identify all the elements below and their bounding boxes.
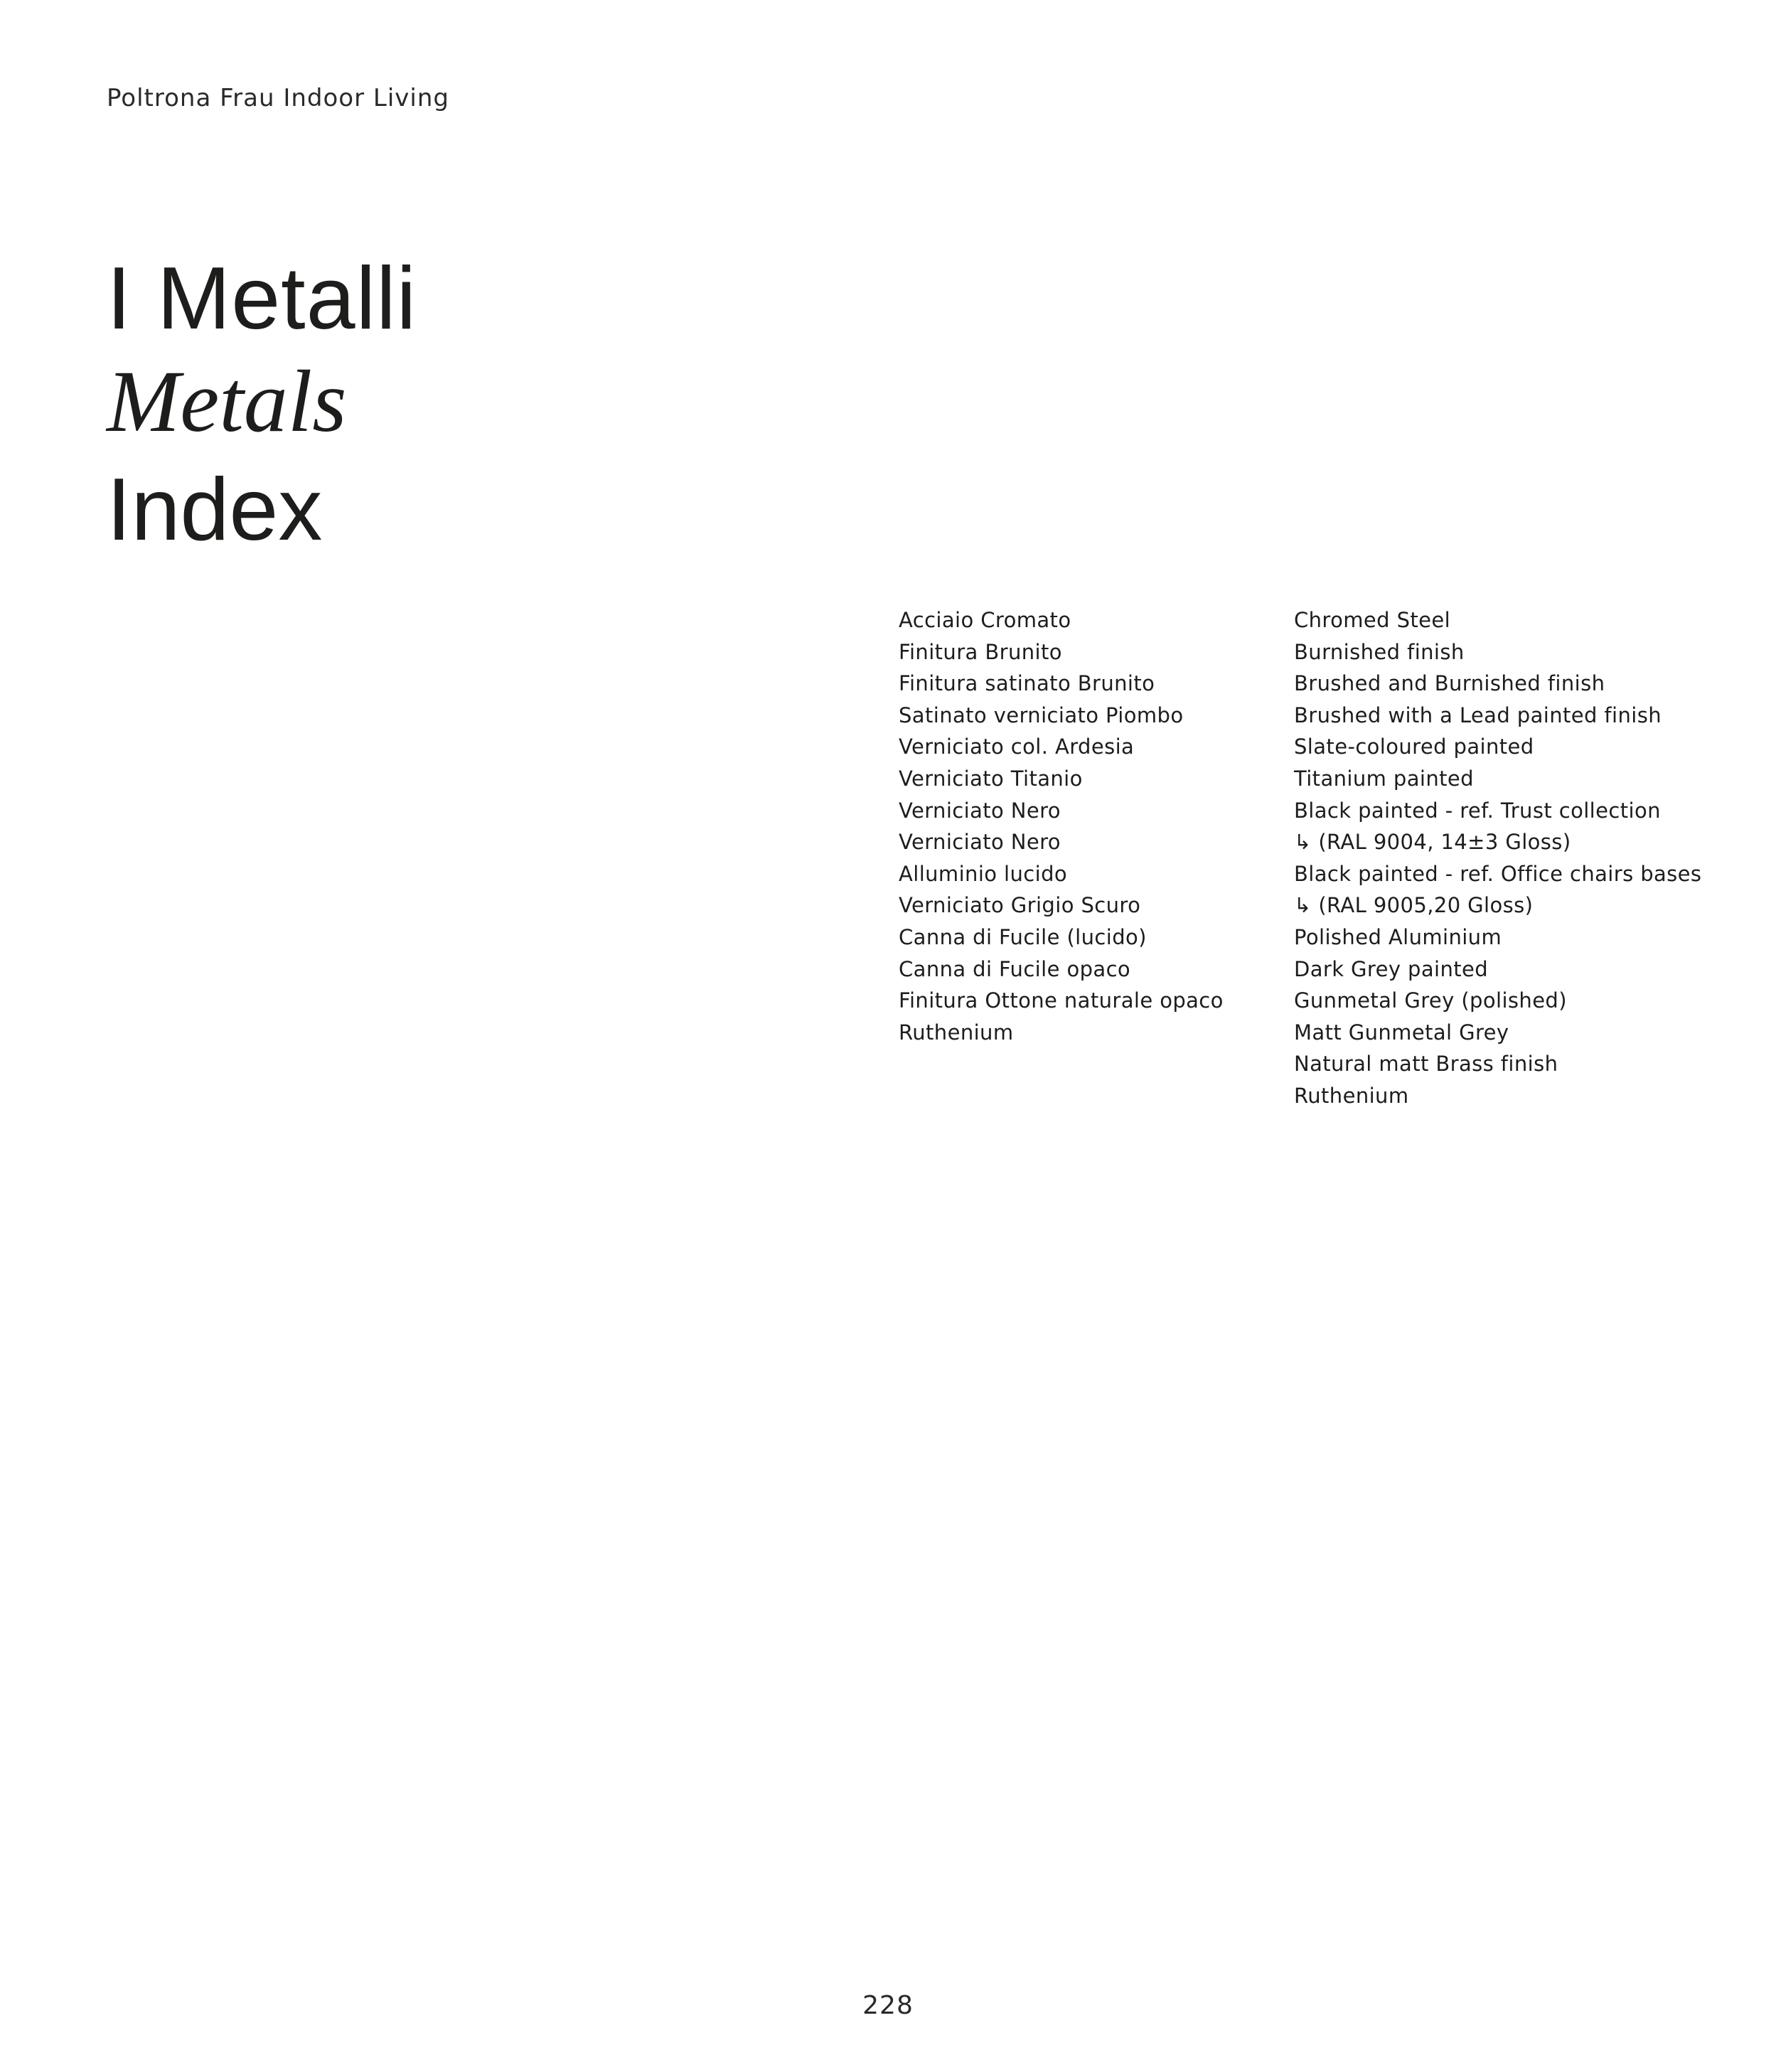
list-item: Canna di Fucile opaco	[899, 956, 1131, 981]
list-item: Burnished finish	[1294, 639, 1465, 664]
brand-header: Poltrona Frau Indoor Living	[107, 84, 449, 112]
list-item: Canna di Fucile (lucido)	[899, 924, 1147, 949]
list-item: Slate-coloured painted	[1294, 735, 1534, 759]
title-italian: I Metalli	[107, 250, 417, 348]
list-item: ↳ (RAL 9004, 14±3 Gloss)	[1294, 830, 1571, 855]
list-item: Brushed with a Lead painted finish	[1294, 703, 1662, 727]
list-item: Titanium painted	[1294, 766, 1474, 791]
list-item: Verniciato Nero	[899, 798, 1061, 823]
section-title: Index	[107, 461, 323, 559]
list-item: Brushed and Burnished finish	[1294, 671, 1605, 696]
list-item: Verniciato Grigio Scuro	[899, 893, 1141, 918]
list-item: Alluminio lucido	[899, 861, 1068, 886]
title-english: Metals	[107, 353, 347, 450]
list-item: Verniciato Nero	[899, 830, 1061, 855]
list-item: Chromed Steel	[1294, 608, 1451, 632]
list-item: Finitura satinato Brunito	[899, 671, 1155, 696]
list-item: Verniciato Titanio	[899, 766, 1083, 791]
list-item: Matt Gunmetal Grey	[1294, 1020, 1509, 1045]
list-item: Black painted - ref. Trust collection	[1294, 798, 1661, 823]
page-number: 228	[862, 1991, 914, 2020]
italian-finish-list	[899, 604, 1224, 1048]
list-item: Ruthenium	[899, 1020, 1014, 1045]
list-item: Finitura Ottone naturale opaco	[899, 988, 1224, 1013]
list-item: Ruthenium	[1294, 1083, 1409, 1108]
list-item: Verniciato col. Ardesia	[899, 735, 1135, 759]
list-item: Polished Aluminium	[1294, 924, 1502, 949]
title-block	[107, 249, 417, 563]
list-item: Satinato verniciato Piombo	[899, 703, 1184, 727]
list-item: Gunmetal Grey (polished)	[1294, 988, 1567, 1013]
list-item: Dark Grey painted	[1294, 956, 1489, 981]
list-item: ↳ (RAL 9005,20 Gloss)	[1294, 893, 1534, 918]
list-item: Black painted - ref. Office chairs bases	[1294, 861, 1702, 886]
list-item: Finitura Brunito	[899, 639, 1062, 664]
list-item: Acciaio Cromato	[899, 608, 1071, 632]
english-finish-list	[1294, 604, 1701, 1112]
list-item: Natural matt Brass finish	[1294, 1052, 1558, 1077]
